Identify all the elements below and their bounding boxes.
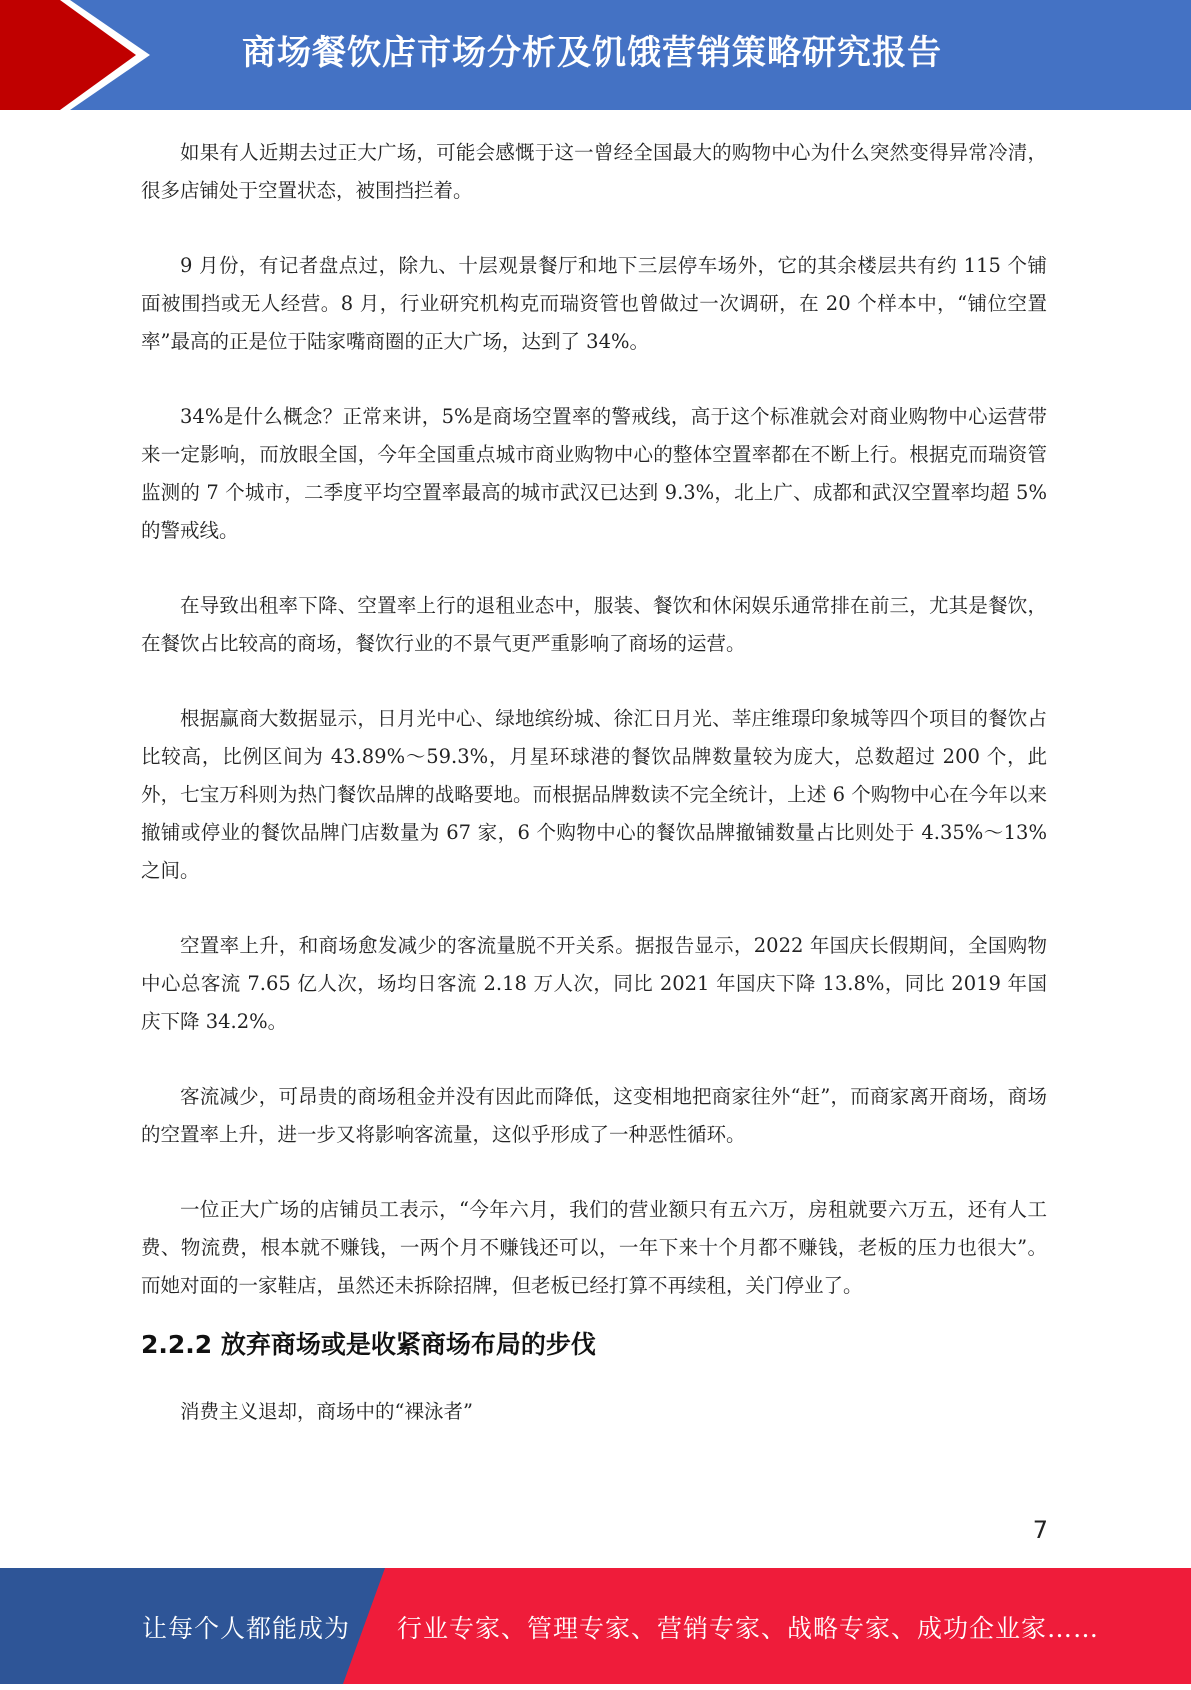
header-arrow-decoration (0, 0, 150, 110)
section-paragraph: 消费主义退却，商场中的“裸泳者” (180, 1400, 473, 1423)
paragraph: 9 月份，有记者盘点过，除九、十层观景餐厅和地下三层停车场外，它的其余楼层共有约 115 个铺面被围挡或无人经营。8 月，行业研究机构克而瑞资管也曾做过一次调研，在 20 个样本中，“铺位空置率”最高的正是位于陆家嘴商圈的正大广场，达到了 34%。 (141, 254, 1047, 353)
page-header (0, 0, 1191, 110)
paragraph: 在导致出租率下降、空置率上行的退租业态中，服装、餐饮和休闲娱乐通常排在前三，尤其是餐饮，在餐饮占比较高的商场，餐饮行业的不景气更严重影响了商场的运营。 (141, 594, 1047, 655)
report-title: 商场餐饮店市场分析及饥饿营销策略研究报告 (242, 33, 942, 73)
paragraph: 34%是什么概念？正常来讲，5%是商场空置率的警戒线，高于这个标准就会对商业购物中心运营带来一定影响，而放眼全国，今年全国重点城市商业购物中心的整体空置率都在不断上行。根据克而瑞资管监测的 7 个城市，二季度平均空置率最高的城市武汉已达到 9.3%，北上广、成都和武汉空置率均超 5%的警戒线。 (141, 405, 1047, 542)
paragraph: 客流减少，可昂贵的商场租金并没有因此而降低，这变相地把商家往外“赶”，而商家离开商场，商场的空置率上升，进一步又将影响客流量，这似乎形成了一种恶性循环。 (141, 1085, 1047, 1146)
paragraph: 如果有人近期去过正大广场，可能会感慨于这一曾经全国最大的购物中心为什么突然变得异常冷清，很多店铺处于空置状态，被围挡拦着。 (141, 141, 1047, 202)
page-footer (0, 1568, 1191, 1684)
footer-slogan-right: 行业专家、管理专家、营销专家、战略专家、成功企业家…… (397, 1614, 1100, 1643)
section-heading: 2.2.2 放弃商场或是收紧商场布局的步伐 (141, 1330, 596, 1359)
paragraph: 一位正大广场的店铺员工表示，“今年六月，我们的营业额只有五六万，房租就要六万五，还有人工费、物流费，根本就不赚钱，一两个月不赚钱还可以，一年下来十个月都不赚钱，老板的压力也很大”。而她对面的一家鞋店，虽然还未拆除招牌，但老板已经打算不再续租，关门停业了。 (141, 1198, 1047, 1297)
page-number: 7 (1032, 1516, 1048, 1544)
paragraph: 根据赢商大数据显示，日月光中心、绿地缤纷城、徐汇日月光、莘庄维璟印象城等四个项目的餐饮占比较高，比例区间为 43.89%～59.3%，月星环球港的餐饮品牌数量较为庞大，总数超过 200 个，此外，七宝万科则为热门餐饮品牌的战略要地。而根据品牌数读不完全统计，上述 6 个购物中心在今年以来撤铺或停业的餐饮品牌门店数量为 67 家，6 个购物中心的餐饮品牌撤铺数量占比则处于 4.35%～13%之间。 (141, 707, 1047, 882)
document-body (141, 134, 1047, 1468)
paragraph: 空置率上升，和商场愈发减少的客流量脱不开关系。据报告显示，2022 年国庆长假期间，全国购物中心总客流 7.65 亿人次，场均日客流 2.18 万人次，同比 2021 年国庆下降 13.8%，同比 2019 年国庆下降 34.2%。 (141, 934, 1047, 1033)
footer-slogan-left: 让每个人都能成为 (142, 1614, 351, 1643)
